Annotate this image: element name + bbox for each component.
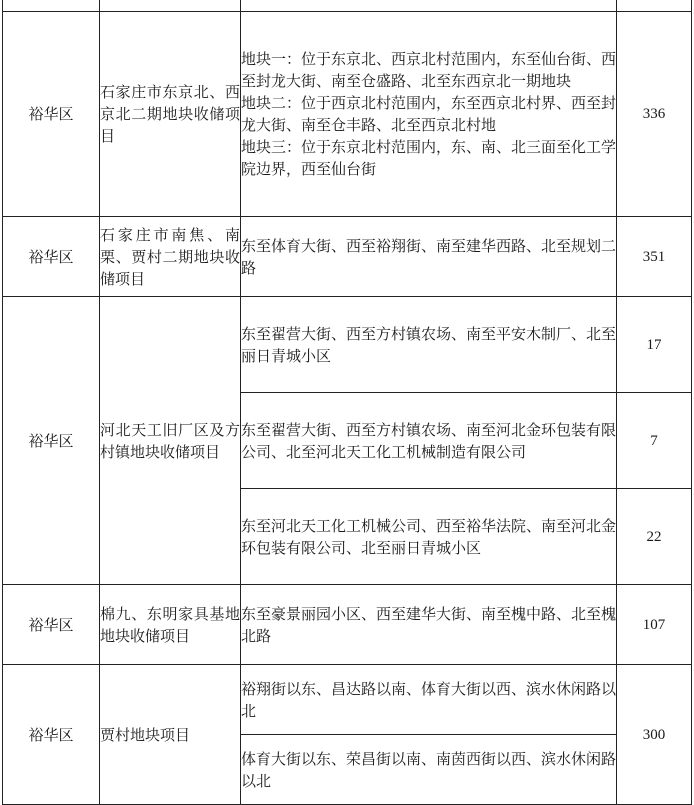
land-reserve-table [2,0,692,805]
area-cell: 7 [617,393,692,489]
district-cell: 裕华区 [3,217,100,297]
area-cell: 107 [617,585,692,665]
project-name-cell: 棉九、东明家具基地地块收储项目 [100,585,241,665]
parcel-description: 地块三：位于东京北村范围内，东、南、北三面至化工学院边界，西至仙台街 [241,138,617,178]
table-row [3,217,692,297]
project-name-cell: 贾村地块项目 [100,665,241,805]
parcel-boundary-cell: 东至翟营大街、西至方村镇农场、南至平安木制厂、北至丽日青城小区 [241,297,617,393]
district-cell: 裕华区 [3,585,100,665]
district-cell: 裕华区 [3,665,100,805]
project-name-cell: 石家庄市东京北、西京北二期地块收储项目 [100,12,241,217]
table-row-partial [3,0,692,12]
parcel-boundary-cell [241,12,617,217]
parcel-boundary-cell: 东至河北天工化工机械公司、西至裕华法院、南至河北金环包装有限公司、北至丽日青城小区 [241,489,617,585]
parcel-description: 地块二：位于西京北村范围内，东至西京北村界、西至封龙大街、南至仓丰路、北至西京北村地 [241,94,617,134]
parcel-boundary-cell: 体育大街以东、荣昌街以南、南茵西街以西、滨水休闲路以北 [241,735,617,805]
project-name-cell: 河北天工旧厂区及方村镇地块收储项目 [100,297,241,585]
area-cell: 351 [617,217,692,297]
area-cell: 300 [617,665,692,805]
parcel-boundary-cell: 裕翔街以东、昌达路以南、体育大街以西、滨水休闲路以北 [241,665,617,735]
district-cell: 裕华区 [3,297,100,585]
table-row [3,297,692,393]
table-row [3,12,692,217]
area-cell: 336 [617,12,692,217]
project-name-cell: 石家庄市南焦、南栗、贾村二期地块收储项目 [100,217,241,297]
table-row [3,665,692,735]
district-cell: 裕华区 [3,12,100,217]
area-cell: 22 [617,489,692,585]
parcel-boundary-cell: 东至豪景丽园小区、西至建华大街、南至槐中路、北至槐北路 [241,585,617,665]
area-cell: 17 [617,297,692,393]
parcel-boundary-cell: 东至体育大街、西至裕翔街、南至建华西路、北至规划二路 [241,217,617,297]
parcel-boundary-cell: 东至翟营大街、西至方村镇农场、南至河北金环包装有限公司、北至河北天工化工机械制造有限公司 [241,393,617,489]
table-row [3,585,692,665]
parcel-description: 地块一：位于东京北、西京北村范围内，东至仙台街、西至封龙大街、南至仓盛路、北至东西京北一期地块 [241,50,617,90]
